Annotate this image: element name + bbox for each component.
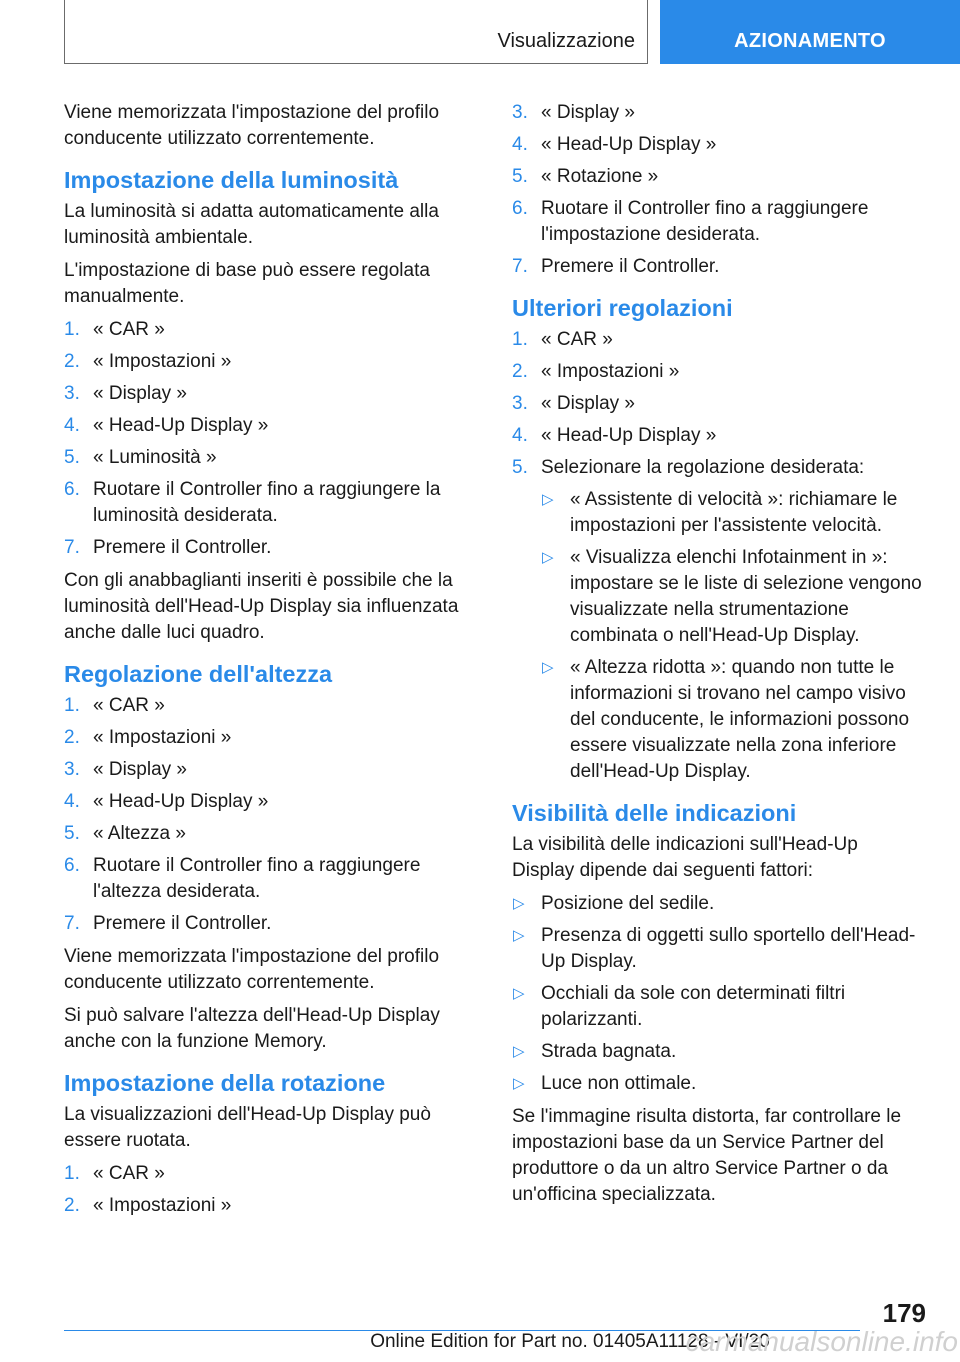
step-item — [512, 423, 924, 449]
step-number: 3. — [64, 383, 80, 404]
paragraph: La visibilità delle indicazioni sull'Head-Up Display dipende dai seguenti fattori: — [512, 834, 858, 881]
step-text: Ruotare il Controller fino a raggiungere l'altezza desiderata. — [93, 855, 421, 902]
step-item — [64, 821, 476, 847]
sub-option — [512, 655, 924, 785]
left-column — [64, 100, 476, 1226]
step-number: 3. — [512, 393, 528, 414]
step-item — [512, 164, 924, 190]
section-title-visibility: Visibilità delle indicazioni — [512, 800, 797, 826]
steps-height — [64, 693, 476, 937]
bullet-text: Strada bagnata. — [541, 1041, 677, 1062]
triangle-right-icon: ▷ — [542, 549, 554, 566]
step-number: 3. — [512, 102, 528, 123]
sub-options — [512, 487, 924, 785]
page-number: 179 — [882, 1298, 926, 1328]
step-number: 1. — [64, 695, 80, 716]
section-title-height: Regolazione dell'altezza — [64, 661, 333, 687]
step-item — [64, 757, 476, 783]
step-text: « CAR » — [93, 1163, 165, 1184]
step-text: Selezionare la regolazione desiderata: — [541, 457, 865, 478]
paragraph: Con gli anabbaglianti inseriti è possibile che la luminosità dell'Head-Up Display sia influenzata anche dalle luci quadro. — [64, 570, 459, 643]
step-item — [64, 853, 476, 905]
step-text: Ruotare il Controller fino a raggiungere la luminosità desiderata. — [93, 479, 441, 526]
step-item — [64, 789, 476, 815]
sub-option — [512, 545, 924, 649]
paragraph: Se l'immagine risulta distorta, far controllare le impostazioni base da un Service Partner del produttore o da un altro Service Partner o da un'officina specializzata. — [512, 1106, 902, 1205]
steps-rotation-continued — [512, 100, 924, 280]
section-title-rotation: Impostazione della rotazione — [64, 1070, 386, 1096]
step-item — [64, 445, 476, 471]
step-item — [64, 381, 476, 407]
step-text: « Head-Up Display » — [541, 134, 717, 155]
step-item — [64, 535, 476, 561]
step-text: « Impostazioni » — [93, 727, 232, 748]
visibility-factors — [512, 891, 924, 1097]
sub-option — [512, 487, 924, 539]
step-item — [512, 254, 924, 280]
steps-rotation — [64, 1161, 476, 1219]
step-number: 1. — [64, 1163, 80, 1184]
step-number: 4. — [64, 791, 80, 812]
step-text: Ruotare il Controller fino a raggiungere l'impostazione desiderata. — [541, 198, 869, 245]
step-number: 2. — [64, 351, 80, 372]
right-column — [512, 100, 924, 1215]
step-item — [64, 413, 476, 439]
step-number: 5. — [64, 447, 80, 468]
step-number: 5. — [64, 823, 80, 844]
bullet-text: Posizione del sedile. — [541, 893, 715, 914]
triangle-right-icon: ▷ — [542, 659, 554, 676]
step-text: « Display » — [541, 102, 635, 123]
step-item — [64, 317, 476, 343]
triangle-right-icon: ▷ — [513, 895, 525, 912]
header-section-box — [64, 0, 648, 64]
step-number: 7. — [64, 537, 80, 558]
step-text: « Rotazione » — [541, 166, 659, 187]
step-text: Premere il Controller. — [93, 913, 272, 934]
step-text: « Display » — [93, 759, 187, 780]
header-chapter-title: AZIONAMENTO — [734, 30, 886, 52]
step-number: 4. — [512, 134, 528, 155]
bullet-item — [512, 1071, 924, 1097]
bullet-text: Presenza di oggetti sullo sportello dell'Head-Up Display. — [541, 925, 916, 972]
bullet-item — [512, 1039, 924, 1065]
sub-option-text: « Assistente di velocità »: richiamare le impostazioni per l'assistente velocità. — [570, 489, 898, 536]
triangle-right-icon: ▷ — [513, 927, 525, 944]
paragraph: La luminosità si adatta automaticamente alla luminosità ambientale. — [64, 201, 439, 248]
step-number: 2. — [64, 727, 80, 748]
steps-further-settings — [512, 327, 924, 785]
step-number: 4. — [512, 425, 528, 446]
step-item — [512, 455, 924, 785]
bullet-text: Occhiali da sole con determinati filtri polarizzanti. — [541, 983, 846, 1030]
step-number: 2. — [512, 361, 528, 382]
triangle-right-icon: ▷ — [513, 1043, 525, 1060]
step-item — [64, 725, 476, 751]
step-text: « Altezza » — [93, 823, 186, 844]
section-title-brightness: Impostazione della luminosità — [64, 167, 399, 193]
step-text: « Impostazioni » — [93, 351, 232, 372]
header-section-title: Visualizzazione — [497, 30, 635, 52]
watermark: carmanualsonline.info — [685, 1326, 958, 1357]
step-item — [64, 1193, 476, 1219]
step-text: « CAR » — [541, 329, 613, 350]
step-item — [512, 132, 924, 158]
step-number: 1. — [64, 319, 80, 340]
steps-brightness — [64, 317, 476, 561]
triangle-right-icon: ▷ — [513, 1075, 525, 1092]
step-item — [512, 327, 924, 353]
step-text: « Luminosità » — [93, 447, 217, 468]
step-item — [64, 911, 476, 937]
section-title-further-settings: Ulteriori regolazioni — [512, 295, 733, 321]
step-number: 6. — [512, 198, 528, 219]
step-text: « Head-Up Display » — [93, 415, 269, 436]
paragraph: Viene memorizzata l'impostazione del profilo conducente utilizzato correntemente. — [64, 946, 440, 993]
paragraph: Si può salvare l'altezza dell'Head-Up Display anche con la funzione Memory. — [64, 1005, 440, 1052]
bullet-item — [512, 981, 924, 1033]
step-text: « Head-Up Display » — [93, 791, 269, 812]
step-number: 6. — [64, 479, 80, 500]
paragraph: L'impostazione di base può essere regolata manualmente. — [64, 260, 430, 307]
bullet-text: Luce non ottimale. — [541, 1073, 697, 1094]
step-number: 1. — [512, 329, 528, 350]
step-item — [512, 196, 924, 248]
step-number: 5. — [512, 457, 528, 478]
step-item — [512, 359, 924, 385]
intro-paragraph: Viene memorizzata l'impostazione del profilo conducente utilizzato correntemente. — [64, 102, 440, 149]
step-text: « Impostazioni » — [541, 361, 680, 382]
step-text: Premere il Controller. — [541, 256, 720, 277]
step-number: 7. — [512, 256, 528, 277]
step-text: « Display » — [541, 393, 635, 414]
step-item — [512, 391, 924, 417]
step-item — [64, 349, 476, 375]
step-text: « CAR » — [93, 319, 165, 340]
step-text: Premere il Controller. — [93, 537, 272, 558]
step-text: « CAR » — [93, 695, 165, 716]
triangle-right-icon: ▷ — [542, 491, 554, 508]
paragraph: La visualizzazioni dell'Head-Up Display può essere ruotata. — [64, 1104, 431, 1151]
footer-edition: Online Edition for Part no. 01405A11128 - VI/20 — [370, 1331, 770, 1352]
step-item — [64, 1161, 476, 1187]
step-item — [64, 477, 476, 529]
step-number: 7. — [64, 913, 80, 934]
sub-option-text: « Visualizza elenchi Infotainment in »: impostare se le liste di selezione vengono visualizzate nella strumentazione combinata o nell'Head-Up Display. — [570, 547, 922, 646]
step-text: « Impostazioni » — [93, 1195, 232, 1216]
step-number: 2. — [64, 1195, 80, 1216]
step-text: « Head-Up Display » — [541, 425, 717, 446]
header-chapter-tab — [660, 0, 960, 64]
step-item — [512, 100, 924, 126]
step-number: 3. — [64, 759, 80, 780]
step-number: 5. — [512, 166, 528, 187]
triangle-right-icon: ▷ — [513, 985, 525, 1002]
sub-option-text: « Altezza ridotta »: quando non tutte le informazioni si trovano nel campo visivo del conducente, le informazioni possono essere visualizzate nella zona inferiore dell'Head-Up Display. — [570, 657, 910, 782]
step-item — [64, 693, 476, 719]
bullet-item — [512, 891, 924, 917]
step-number: 6. — [64, 855, 80, 876]
bullet-item — [512, 923, 924, 975]
step-number: 4. — [64, 415, 80, 436]
step-text: « Display » — [93, 383, 187, 404]
